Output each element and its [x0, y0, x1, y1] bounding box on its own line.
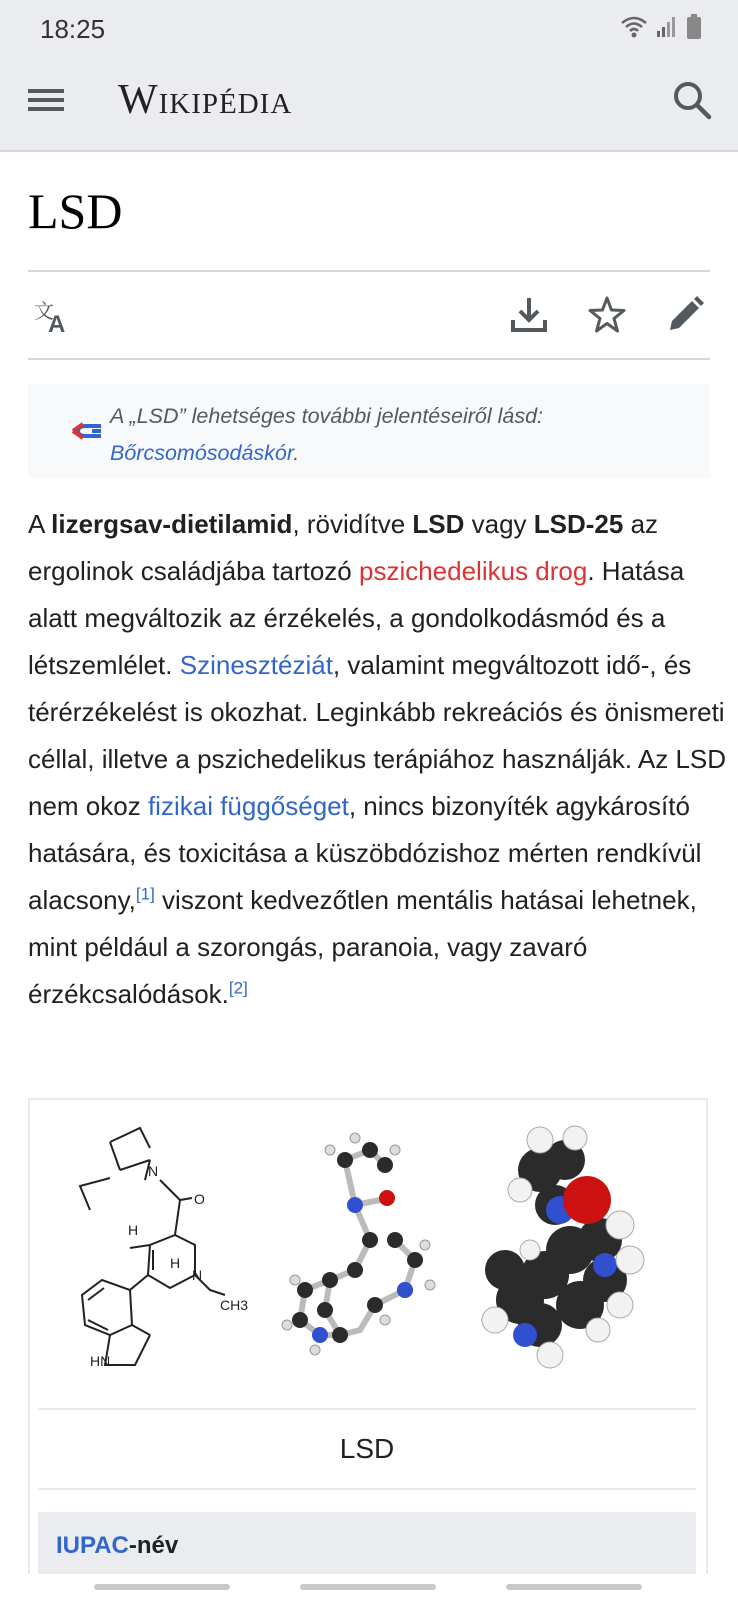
nav-home[interactable]	[300, 1584, 436, 1590]
edit-icon[interactable]	[664, 294, 706, 336]
space-filling-model-image[interactable]	[470, 1120, 660, 1370]
disambiguation-hatnote	[28, 384, 710, 478]
bold-term: LSD-25	[533, 509, 624, 539]
infobox-caption: LSD	[38, 1408, 696, 1490]
app-header	[0, 56, 738, 152]
skeletal-formula-image[interactable]	[70, 1120, 270, 1370]
redlink[interactable]: pszichedelikus drog	[358, 556, 588, 586]
star-icon[interactable]	[586, 294, 628, 336]
system-icons	[620, 14, 702, 40]
ball-and-stick-model-image[interactable]	[275, 1120, 455, 1370]
hatnote-text: A „LSD” lehetséges további jelentéseiről lásd:	[110, 404, 544, 428]
citation-ref[interactable]: [2]	[228, 978, 248, 998]
lead-text: viszont kedvezőtlen mentális hatásai lehetnek, mint például a szorongás, paranoia, vagy zavaró érzékcsalódások.	[28, 885, 697, 1009]
language-icon[interactable]	[32, 296, 74, 338]
lead-text: A	[28, 509, 52, 539]
status-time: 18:25	[40, 14, 106, 44]
article-link[interactable]: Szinesztéziát	[179, 650, 333, 680]
toolbar-divider	[28, 358, 710, 360]
bold-term: LSD	[412, 509, 465, 539]
status-bar	[0, 0, 738, 56]
menu-button[interactable]	[28, 84, 64, 120]
structure-label-hn: HN	[90, 1353, 111, 1369]
nav-recent-apps[interactable]	[94, 1584, 230, 1590]
lead-text: vagy	[464, 509, 534, 539]
page-title: LSD	[28, 183, 123, 239]
iupac-label: -név	[128, 1532, 179, 1559]
structure-label-o: O	[194, 1191, 205, 1207]
lead-text: az ergolinok családjába tartozó	[28, 509, 659, 586]
disambiguation-icon	[72, 419, 102, 443]
iupac-name-header	[38, 1512, 696, 1582]
battery-icon	[686, 14, 702, 40]
article-link[interactable]: fizikai függőséget	[147, 791, 349, 821]
wikipedia-logo[interactable]: Wikipédia	[118, 77, 293, 123]
system-navigation-bar	[0, 1574, 738, 1600]
search-icon[interactable]	[670, 78, 714, 122]
bold-term: lizergsav-dietilamid	[51, 509, 293, 539]
structure-label-h2: H	[170, 1255, 181, 1271]
lead-text: , valamint megváltozott idő-, és térérzékelést is okozhat. Leginkább rekreációs és önismereti céllal, illetve a pszichedelikus terápiához használják. Az LSD nem okoz	[28, 650, 727, 821]
wifi-icon	[620, 15, 648, 39]
lead-text: , rövidítve	[292, 509, 413, 539]
title-divider	[28, 270, 710, 272]
lead-text: , nincs bizonyíték agykárosító hatására, és toxicitása a küszöbdózishoz mérten rendkívül alacsony,	[28, 791, 702, 915]
structure-label-n-amide: N	[148, 1163, 159, 1179]
structure-label-n-methyl: N	[192, 1267, 203, 1283]
iupac-link[interactable]: IUPAC	[56, 1532, 129, 1559]
svg-text:A: A	[48, 311, 66, 338]
lead-text: . Hatása alatt megváltozik az érzékelés, a gondolkodásmód és a létszemlélet.	[28, 556, 685, 680]
lead-paragraph	[28, 501, 728, 1018]
structure-label-ch3: CH3	[220, 1297, 249, 1313]
structure-label-h1: H	[128, 1222, 139, 1238]
hatnote-end: .	[293, 441, 300, 465]
citation-ref[interactable]: [1]	[135, 884, 155, 904]
infobox	[28, 1098, 708, 1600]
hatnote-link[interactable]: Bőrcsomósodáskór	[110, 441, 294, 465]
download-icon[interactable]	[508, 294, 550, 336]
nav-back[interactable]	[506, 1584, 642, 1590]
svg-text:文: 文	[34, 299, 54, 323]
signal-icon	[656, 15, 678, 39]
